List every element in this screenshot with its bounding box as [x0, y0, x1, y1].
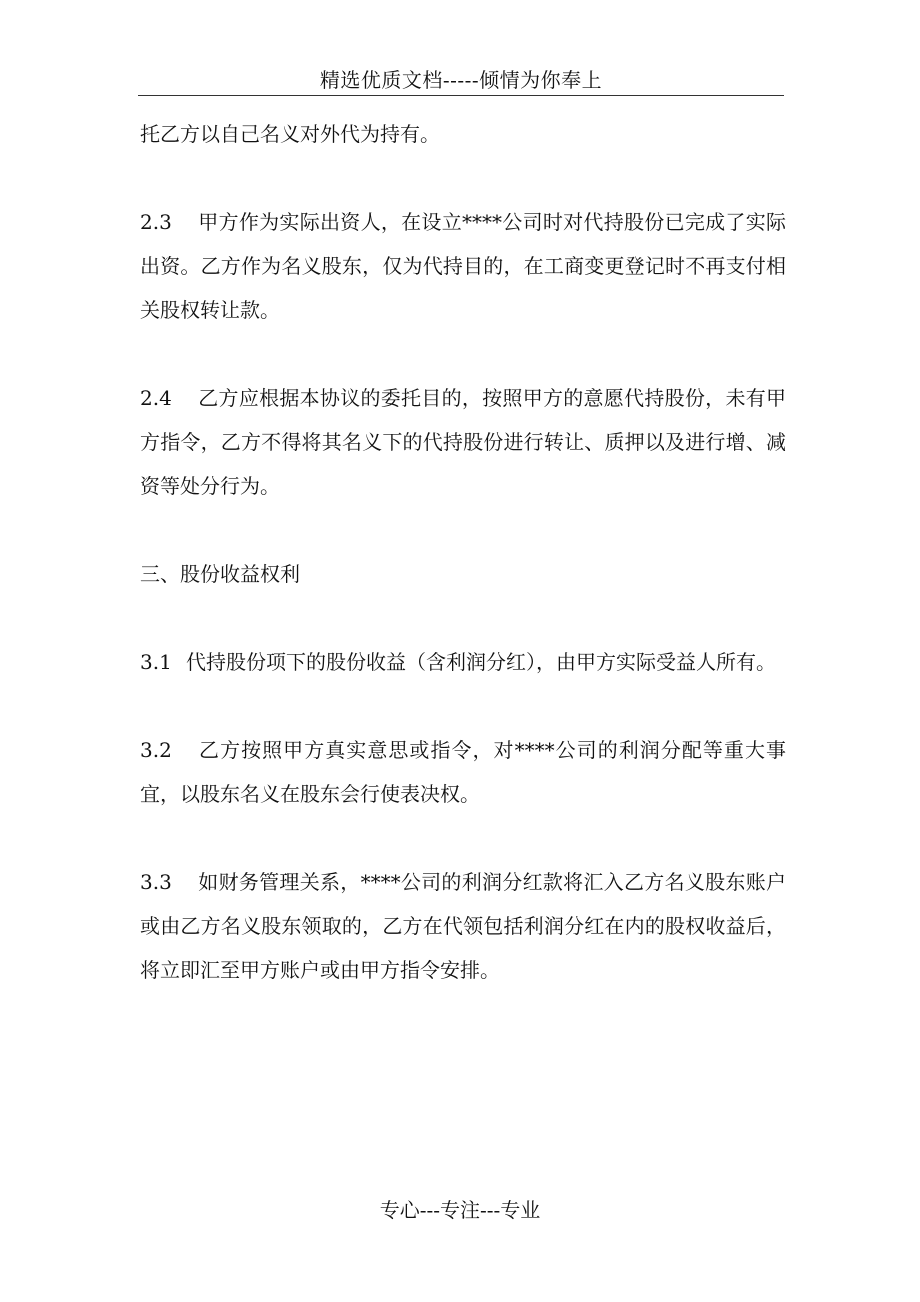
section-heading-3: [140, 552, 786, 596]
clause-text: 乙方应根据本协议的委托目的，按照甲方的意愿代持股份，未有甲方指令，乙方不得将其名义下的代持股份进行转让、质押以及进行增、减资等处分行为。: [140, 386, 786, 498]
section-title: 三、股份收益权利: [140, 562, 300, 586]
clause-number: 3.2: [140, 738, 172, 762]
clause-text: 乙方按照甲方真实意思或指令，对****公司的利润分配等重大事宜，以股东名义在股东会行使表决权。: [140, 738, 786, 806]
clause-2-3: [140, 200, 786, 332]
document-body: [140, 112, 786, 992]
clause-2-4: [140, 376, 786, 508]
clause-text: 甲方作为实际出资人，在设立****公司时对代持股份已完成了实际出资。乙方作为名义股东，仅为代持目的，在工商变更登记时不再支付相关股权转让款。: [140, 210, 786, 322]
clause-number: 3.3: [140, 870, 172, 894]
clause-3-2: [140, 728, 786, 816]
clause-text: 如财务管理关系，****公司的利润分红款将汇入乙方名义股东账户或由乙方名义股东领取的，乙方在代领包括利润分红在内的股权收益后，将立即汇至甲方账户或由甲方指令安排。: [140, 870, 786, 982]
clause-number: 2.4: [140, 386, 172, 410]
page-header: 精选优质文档-----倾情为你奉上: [319, 68, 603, 92]
clause-number: 2.3: [140, 210, 172, 234]
paragraph-continuation: [140, 112, 786, 156]
clause-3-3: [140, 860, 786, 992]
header-divider: [138, 95, 784, 96]
clause-number: 3.1: [140, 650, 172, 674]
paragraph-text: 托乙方以自己名义对外代为持有。: [140, 122, 440, 146]
page-footer: 专心---专注---专业: [379, 1198, 541, 1222]
clause-3-1: [140, 640, 786, 684]
clause-text: 代持股份项下的股份收益（含利润分红），由甲方实际受益人所有。: [186, 650, 776, 674]
